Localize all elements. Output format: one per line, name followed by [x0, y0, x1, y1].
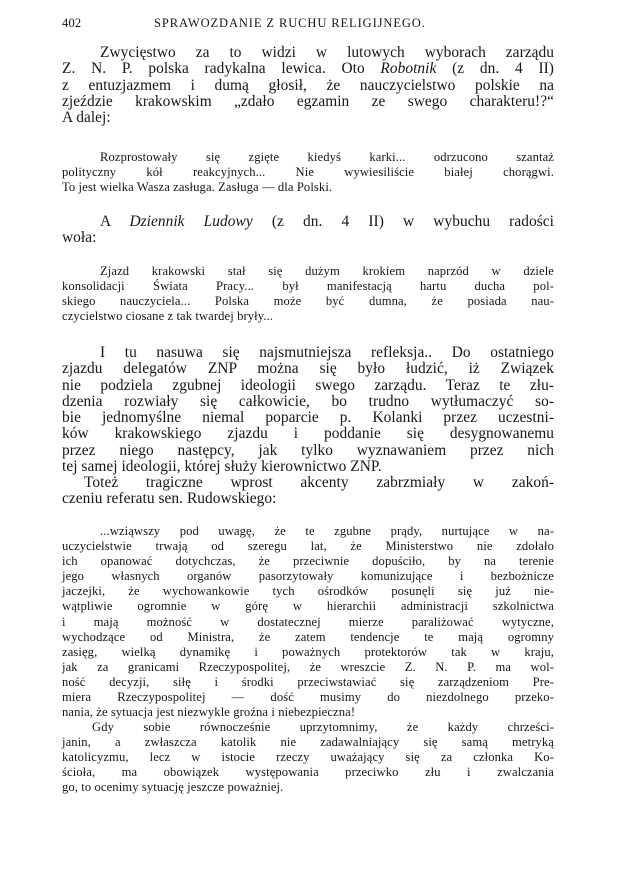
paragraph-1 [62, 45, 554, 126]
quote-3 [62, 524, 554, 720]
paragraph-2 [62, 214, 554, 247]
text-line: z entuzjazmem i dumą głosił, że nauczycielstwo polskie na [62, 76, 554, 94]
text-line: przez niego następcy, jak tylko wyznawaniem przez nich [62, 441, 554, 459]
source-title-dziennik-ludowy: Dziennik Ludowy [129, 213, 253, 230]
text-line: ...wziąwszy pod uwagę, że te zgubne prądy, nurtujące w na- [100, 524, 554, 538]
text-line: bie jednomyślne niemal poparcie p. Kolanki przez uczestni- [62, 409, 554, 427]
text-line: miera Rzeczypospolitej — dość musimy do niezdolnego przeko- [62, 690, 554, 705]
text-line: jego własnych organów pasorzytowały komunizujące i bezbożnicze [62, 569, 554, 584]
text-line: woła: [62, 229, 97, 247]
paragraph-5 [62, 720, 554, 795]
text-line: i mają możność w dostatecznej mierze paraliżować wytyczne, [62, 614, 554, 629]
paragraph-3 [62, 345, 554, 475]
text-line: uczycielstwie trwają od szeregu lat, że Ministerstwo nie zdołało [62, 539, 554, 554]
page-number: 402 [62, 16, 82, 30]
text-line: ścioła, ma obowiązek występowania przeciwko złu i zwalczania [62, 765, 554, 780]
text-line: czycielstwo ciosane z tak twardej bryły... [62, 309, 274, 324]
quote-2 [62, 264, 554, 324]
text-line: wątpliwie ogromnie w górę w hierarchii administracji szkolnictwa [62, 599, 554, 614]
text-line: I tu nasuwa się najsmutniejsza refleksja.. Do ostatniego [100, 344, 554, 361]
text-line: jak za granicami Rzeczypospolitej, że wreszcie Z. N. P. ma wol- [62, 659, 554, 674]
text-line: katolicyzmu, lecz w istocie rzeczy uważający się za członka Ko- [62, 750, 554, 765]
text-line: Toteż tragiczne wprost akcenty zabrzmiały w zakoń- [84, 474, 554, 491]
running-title: SPRAWOZDANIE Z RUCHU RELIGIJNEGO. [154, 16, 426, 30]
text-line: wychodzące od Ministra, że zatem tendencje te mają ogromny [62, 629, 554, 644]
text-line: jaczejki, że wychowankowie tych ośrodków posunęli się już nie- [62, 584, 554, 599]
text-line: ich opanować dotychczas, że przeciwnie dopuściło, by na terenie [62, 554, 554, 569]
text-line: To jest wielka Wasza zasługa. Zasługa — dla Polski. [62, 180, 333, 195]
text-line: Rozprostowały się zgięte kiedyś karki... odrzucono szantaż [100, 150, 554, 164]
text-line: A Dziennik Ludowy (z dn. 4 II) w wybuchu radości [100, 213, 554, 230]
paragraph-4 [62, 475, 554, 508]
source-title-robotnik: Robotnik [380, 60, 437, 78]
text-line: janin, a zwłaszcza katolik nie zadawalniający się samą metryką [62, 735, 554, 750]
quote-1 [62, 150, 554, 195]
text-line: A dalej: [62, 109, 111, 127]
text-line: nania, że sytuacja jest niezwykle groźna i niebezpieczna! [62, 705, 356, 720]
text-line: zjazdu delegatów ZNP można się było łudzić, iż Związek [62, 360, 554, 378]
text-line: zasięg, wielką dynamikę i poważnych protektorów tak w kraju, [62, 644, 554, 659]
text-line: Gdy sobie równocześnie uprzytomnimy, że każdy chrześci- [92, 720, 554, 734]
text-line: Zwycięstwo za to widzi w lutowych wyborach zarządu [100, 44, 554, 61]
text-line: zjeździe krakowskim „zdało egzamin ze swego charakteru!?“ [62, 92, 554, 110]
text-line: ność decyzji, siłę i środki przeciwstawiać się zarządzeniom Pre- [62, 674, 554, 689]
text-line: dzenia rozwiały się całkowicie, bo trudno wytłumaczyć so- [62, 392, 554, 410]
text-line: ków krakowskiego zjazdu i poddanie się desygnowanemu [62, 425, 554, 443]
text-line: skiego nauczyciela... Polska może być dumna, że posiada nau- [62, 294, 554, 309]
text-line: polityczny kół reakcyjnych... Nie wywiesiliście białej chorągwi. [62, 165, 554, 180]
text-line: konsolidacji Świata Pracy... był manifestacją hartu ducha pol- [62, 279, 554, 294]
text-line: Zjazd krakowski stał się dużym krokiem naprzód w dziele [100, 264, 554, 278]
text-line: Z. N. P. polska radykalna lewica. Oto Robotnik (z dn. 4 II) [62, 60, 554, 78]
text-line: go, to ocenimy sytuację jeszcze poważniej. [62, 780, 284, 795]
text-line: nie podziela zgubnej ideologii swego zarządu. Teraz te złu- [62, 376, 554, 394]
text-line: czeniu referatu sen. Rudowskiego: [62, 490, 277, 508]
text-line: tej samej ideologii, której służy kierownictwo ZNP. [62, 458, 382, 476]
